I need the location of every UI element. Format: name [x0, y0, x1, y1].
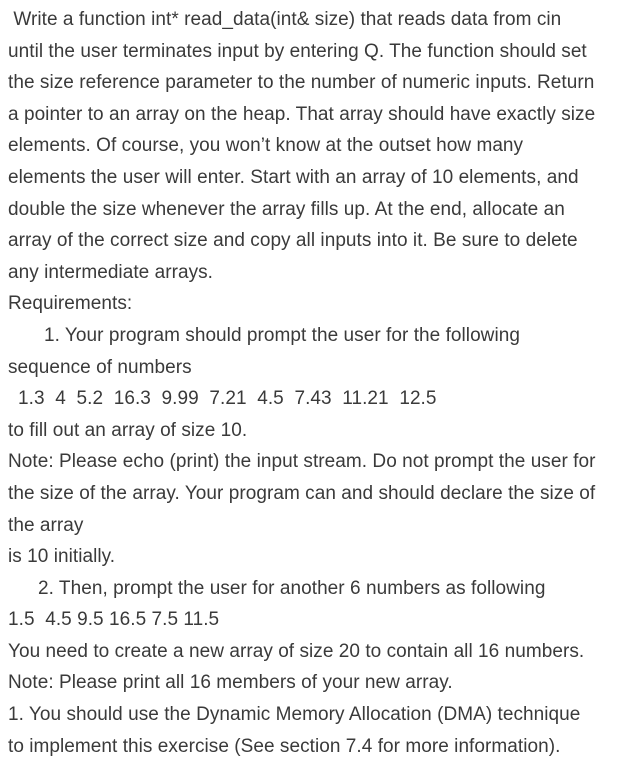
text-line-5: elements. Of course, you won’t know at the outset how many [8, 135, 524, 157]
note-1: Note: Please echo (print) the input stream. Do not prompt the user for [8, 451, 596, 473]
text-line-1: Write a function int* read_data(int& size) that reads data from cin [8, 9, 562, 30]
text-line-17: the array [8, 514, 84, 536]
text-line-6: elements the user will enter. Start with an array of 10 elements, and [8, 166, 579, 188]
text-line-16: the size of the array. Your program can and should declare the size of [8, 482, 596, 504]
dma-requirement: 1. You should use the Dynamic Memory Allocation (DMA) technique [8, 704, 581, 726]
text-line-4: a pointer to an array on the heap. That array should have exactly size [8, 103, 596, 125]
note-2: Note: Please print all 16 members of your new array. [8, 672, 453, 694]
text-line-9: any intermediate arrays. [8, 261, 214, 283]
requirement-2: 2. Then, prompt the user for another 6 numbers as following [38, 577, 546, 599]
text-line-3: the size reference parameter to the number of numeric inputs. Return [8, 72, 595, 94]
text-line-8: array of the correct size and copy all inputs into it. Be sure to delete [8, 230, 578, 252]
text-line-12: sequence of numbers [8, 356, 192, 378]
text-line-18: is 10 initially. [8, 546, 116, 568]
requirement-1: 1. Your program should prompt the user for the following [44, 324, 520, 346]
text-line-7: double the size whenever the array fills up. At the end, allocate an [8, 198, 565, 220]
text-line-24: to implement this exercise (See section 7.4 for more information). [8, 735, 561, 757]
text-line-14: to fill out an array of size 10. [8, 419, 248, 441]
number-sequence-2: 1.5 4.5 9.5 16.5 7.5 11.5 [8, 609, 220, 631]
text-line-2: until the user terminates input by entering Q. The function should set [8, 40, 587, 62]
text-line-21: You need to create a new array of size 20 to contain all 16 numbers. [8, 640, 585, 662]
requirements-heading: Requirements: [8, 293, 133, 315]
number-sequence-1: 1.3 4 5.2 16.3 9.99 7.21 4.5 7.43 11.21 12.5 [18, 388, 437, 410]
